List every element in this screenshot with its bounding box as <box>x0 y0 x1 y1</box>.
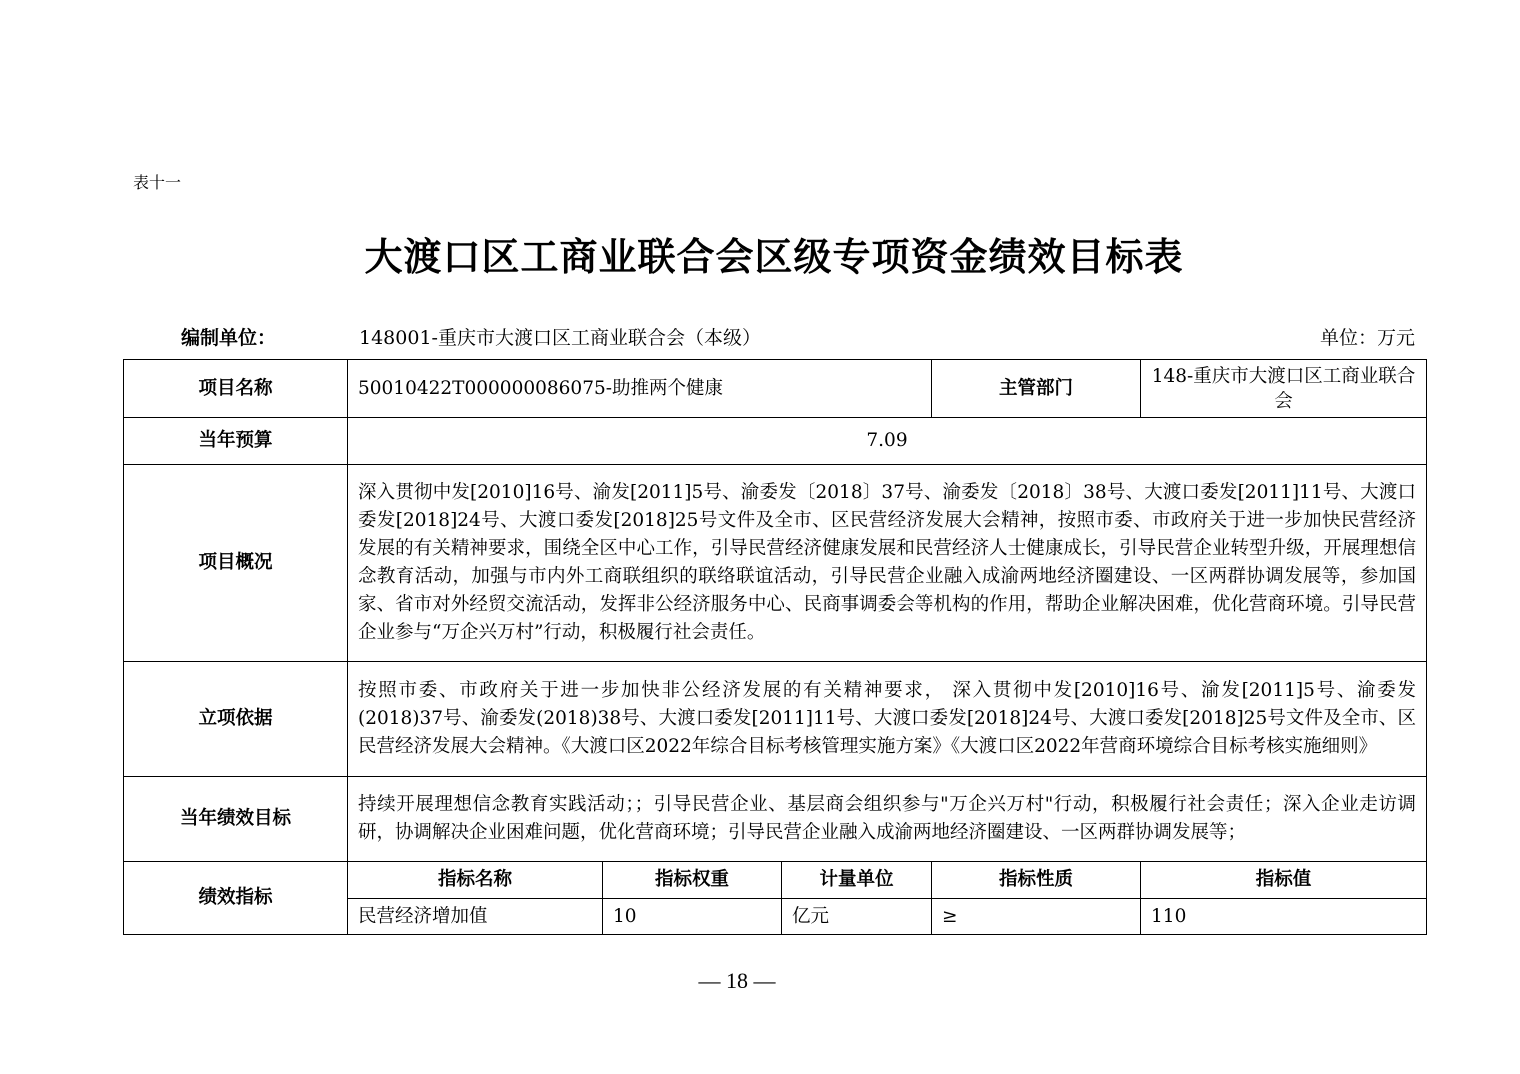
project-name-value: 50010422T000000086075-助推两个健康 <box>348 360 932 418</box>
document-title: 大渡口区工商业联合会区级专项资金绩效目标表 <box>364 235 1184 279</box>
budget-value: 7.09 <box>348 418 1427 465</box>
compiler-value: 148001-重庆市大渡口区工商业联合会（本级） <box>359 327 761 349</box>
goal-text: 持续开展理想信念教育实践活动；；引导民营企业、基层商会组织参与"万企兴万村"行动，积极履行社会责任；深入企业走访调研，协调解决企业困难问题，优化营商环境；引导民营企业融入成渝两地经济圈建设、一区两群协调发展等； <box>348 777 1427 862</box>
overview-text: 深入贯彻中发[2010]16号、渝发[2011]5号、渝委发〔2018〕37号、渝委发〔2018〕38号、大渡口委发[2011]11号、大渡口委发[2018]24号、大渡口委发[2018]25号文件及全市、区民营经济发展大会精神，按照市委、市政府关于进一步加快民营经济发展的有关精神要求，围绕全区中心工作，引导民营经济健康发展和民营经济人士健康成长，引导民营企业转型升级，开展理想信念教育活动，加强与市内外工商联组织的联络联谊活动，引导民营企业融入成渝两地经济圈建设、一区两群协调发展等，参加国家、省市对外经贸交流活动，发挥非公经济服务中心、民商事调委会等机构的作用，帮助企业解决困难，优化营商环境。引导民营企业参与“万企兴万村”行动，积极履行社会责任。 <box>348 465 1427 662</box>
overview-row <box>124 465 1427 662</box>
table-number-label: 表十一 <box>133 173 182 192</box>
project-name-label: 项目名称 <box>124 360 348 418</box>
indicators-label: 绩效指标 <box>124 862 348 935</box>
meta-row <box>123 323 1425 349</box>
indicator-name: 民营经济增加值 <box>348 899 603 935</box>
basis-text: 按照市委、市政府关于进一步加快非公经济发展的有关精神要求， 深入贯彻中发[2010]16号、渝发[2011]5号、渝委发(2018)37号、渝委发(2018)38号、大渡口委发[2011]11号、大渡口委发[2018]24号、大渡口委发[2018]25号文件及全市、区民营经济发展大会精神。《大渡口区2022年综合目标考核管理实施方案》《大渡口区2022年营商环境综合目标考核实施细则》 <box>348 662 1427 777</box>
basis-label: 立项依据 <box>124 662 348 777</box>
indicator-header-name: 指标名称 <box>348 862 603 899</box>
basis-row <box>124 662 1427 777</box>
budget-row <box>124 418 1427 465</box>
indicator-header-unit: 计量单位 <box>782 862 932 899</box>
indicator-weight: 10 <box>603 899 782 935</box>
unit-label: 单位：万元 <box>1319 327 1415 349</box>
performance-target-table <box>123 359 1427 935</box>
project-name-row <box>124 360 1427 418</box>
page-number: — 18 — <box>698 968 776 993</box>
budget-label: 当年预算 <box>124 418 348 465</box>
indicator-unit: 亿元 <box>782 899 932 935</box>
goal-row <box>124 777 1427 862</box>
compiler-label: 编制单位： <box>181 327 277 349</box>
department-value: 148-重庆市大渡口区工商业联合会 <box>1141 360 1427 418</box>
department-label: 主管部门 <box>932 360 1141 418</box>
indicator-header-weight: 指标权重 <box>603 862 782 899</box>
indicator-header-value: 指标值 <box>1141 862 1427 899</box>
indicator-nature: ≥ <box>932 899 1141 935</box>
goal-label: 当年绩效目标 <box>124 777 348 862</box>
overview-label: 项目概况 <box>124 465 348 662</box>
indicator-header-nature: 指标性质 <box>932 862 1141 899</box>
indicator-value: 110 <box>1141 899 1427 935</box>
indicator-header-row <box>124 862 1427 899</box>
